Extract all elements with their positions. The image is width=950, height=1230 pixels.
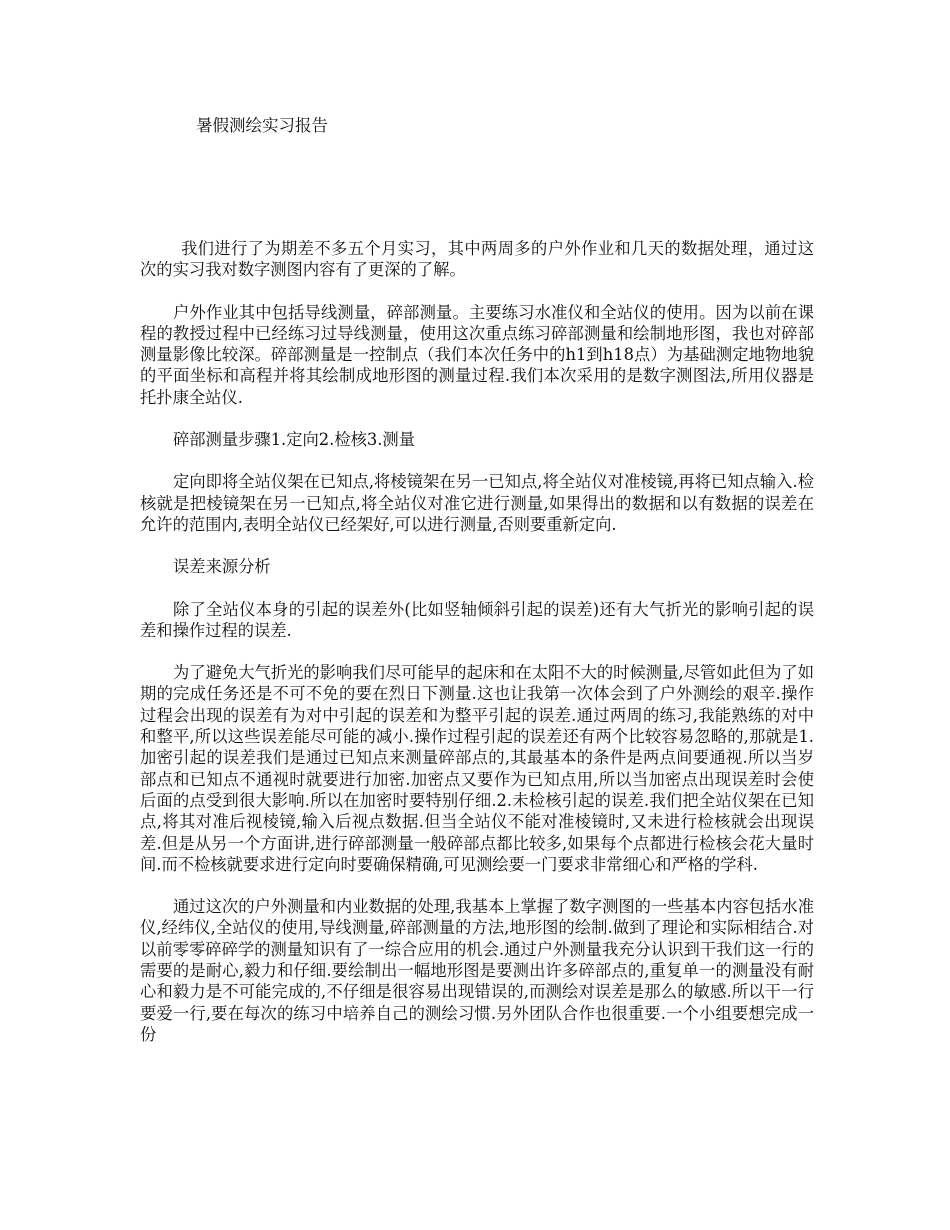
paragraph-error-sources: 除了全站仪本身的引起的误差外(比如竖轴倾斜引起的误差)还有大气折光的影响引起的误差和操作过程的误差. xyxy=(140,599,814,640)
paragraph-survey-steps: 碎部测量步骤1.定向2.检核3.测量 xyxy=(173,430,415,450)
paragraph-summary: 通过这次的户外测量和内业数据的处理,我基本上掌握了数字测图的一些基本内容包括水准仪,经纬仪,全站仪的使用,导线测量,碎部测量的方法,地形图的绘制.做到了理论和实际相结合.对以前零零碎碎学的测量知识有了一综合应用的机会.通过户外测量我充分认识到干我们这一行的需要的是耐心,毅力和仔细.要绘制出一幅地形图是要测出许多碎部点的,重复单一的测量没有耐心和毅力是不可能完成的,不仔细是很容易出现错误的,而测绘对误差是那么的敏感.所以干一行要爱一行,要在每次的练习中培养自己的测绘习惯.另外团队合作也很重要.一个小组要想完成一份 xyxy=(140,897,814,1044)
paragraph-orientation: 定向即将全站仪架在已知点,将棱镜架在另一已知点,将全站仪对准棱镜,再将已知点输入.检核就是把棱镜架在另一已知点,将全站仪对准它进行测量,如果得出的数据和以有数据的误差在允许的范围内,表明全站仪已经架好,可以进行测量,否则要重新定向. xyxy=(140,472,814,534)
report-title: 暑假测绘实习报告 xyxy=(196,116,328,135)
paragraph-fieldwork: 户外作业其中包括导线测量，碎部测量。主要练习水准仪和全站仪的使用。因为以前在课程的教授过程中已经练习过导线测量，使用这次重点练习碎部测量和绘制地形图，我也对碎部测量影像比较深。碎部测量是一控制点（我们本次任务中的h1到h18点）为基础测定地物地貌的平面坐标和高程并将其绘制成地形图的测量过程.我们本次采用的是数字测图法,所用仪器是托扑康全站仪. xyxy=(140,302,814,407)
report-body xyxy=(140,238,814,1066)
paragraph-intro: 我们进行了为期差不多五个月实习，其中两周多的户外作业和几天的数据处理，通过这次的实习我对数字测图内容有了更深的了解。 xyxy=(140,239,814,280)
paragraph-error-details: 为了避免大气折光的影响我们尽可能早的起床和在太阳不大的时候测量,尽管如此但为了如期的完成任务还是不可不免的要在烈日下测量.这也让我第一次体会到了户外测绘的艰辛.操作过程会出现的误差有为对中引起的误差和为整平引起的误差.通过两周的练习,我能熟练的对中和整平,所以这些误差能尽可能的减小.操作过程引起的误差还有两个比较容易忽略的,那就是1.加密引起的误差我们是通过已知点来测量碎部点的,其最基本的条件是两点间要通视.所以当岁部点和已知点不通视时就要进行加密.加密点又要作为已知点用,所以当加密点出现误差时会使后面的点受到很大影响.所以在加密时要特别仔细.2.未检核引起的误差.我们把全站仪架在已知点,将其对准后视棱镜,输入后视点数据.但当全站仪不能对准棱镜时,又未进行检核就会出现误差.但是从另一个方面讲,进行碎部测量一般碎部点都比较多,如果每个点都进行检核会花大量时间.而不检核就要求进行定向时要确保精确,可见测绘要一门要求非常细心和严格的学科. xyxy=(140,663,814,874)
paragraph-error-heading: 误差来源分析 xyxy=(173,557,271,577)
